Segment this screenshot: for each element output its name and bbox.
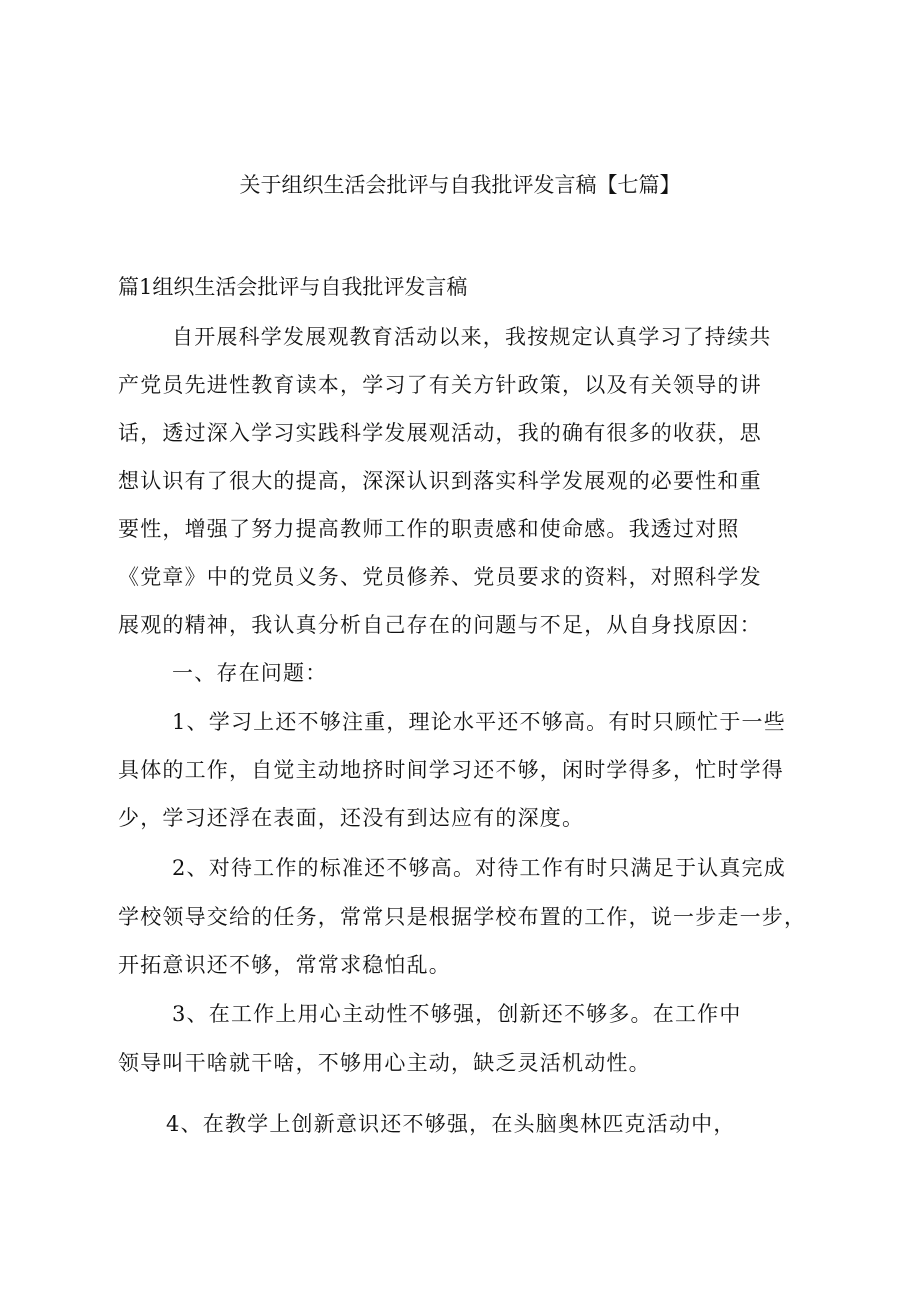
paragraph-line: 领导叫干啥就干啥，不够用心主动，缺乏灵活机动性。 <box>118 1051 651 1075</box>
paragraph-line: 学校领导交给的任务，常常只是根据学校布置的工作，说一步走一步， <box>118 905 807 929</box>
paragraph-line: 3、在工作上用心主动性不够强，创新还不够多。在工作中 <box>172 1002 742 1026</box>
paragraph-line: 具体的工作，自觉主动地挤时间学习还不够，闲时学得多，忙时学得 <box>118 758 784 782</box>
paragraph-line: 想认识有了很大的提高，深深认识到落实科学发展观的必要性和重 <box>118 469 762 493</box>
paragraph-line: 话，透过深入学习实践科学发展观活动，我的确有很多的收获，思 <box>118 421 762 445</box>
paragraph-line: 产党员先进性教育读本，学习了有关方针政策，以及有关领导的讲 <box>118 373 762 397</box>
paragraph-line: 2、对待工作的标准还不够高。对待工作有时只满足于认真完成 <box>172 856 786 880</box>
paragraph-line: 4、在教学上创新意识还不够强，在头脑奥林匹克活动中， <box>166 1112 736 1136</box>
paragraph-line: 《党章》中的党员义务、党员修养、党员要求的资料，对照科学发 <box>118 565 762 589</box>
paragraph-line: 1、学习上还不够注重，理论水平还不够高。有时只顾忙于一些 <box>172 710 786 734</box>
paragraph-line: 少，学习还浮在表面，还没有到达应有的深度。 <box>118 806 585 830</box>
paragraph-line: 要性，增强了努力提高教师工作的职责感和使命感。我透过对照 <box>118 517 740 541</box>
paragraph-line: 开拓意识还不够，常常求稳怕乱。 <box>118 953 451 977</box>
section-heading: 篇1组织生活会批评与自我批评发言稿 <box>118 275 468 299</box>
paragraph-line: 展观的精神，我认真分析自己存在的问题与不足，从自身找原因： <box>118 613 762 637</box>
section-subheading: 一、存在问题： <box>172 661 328 685</box>
document-title: 关于组织生活会批评与自我批评发言稿【七篇】 <box>239 173 681 197</box>
paragraph-line: 自开展科学发展观教育活动以来，我按规定认真学习了持续共 <box>172 325 772 349</box>
